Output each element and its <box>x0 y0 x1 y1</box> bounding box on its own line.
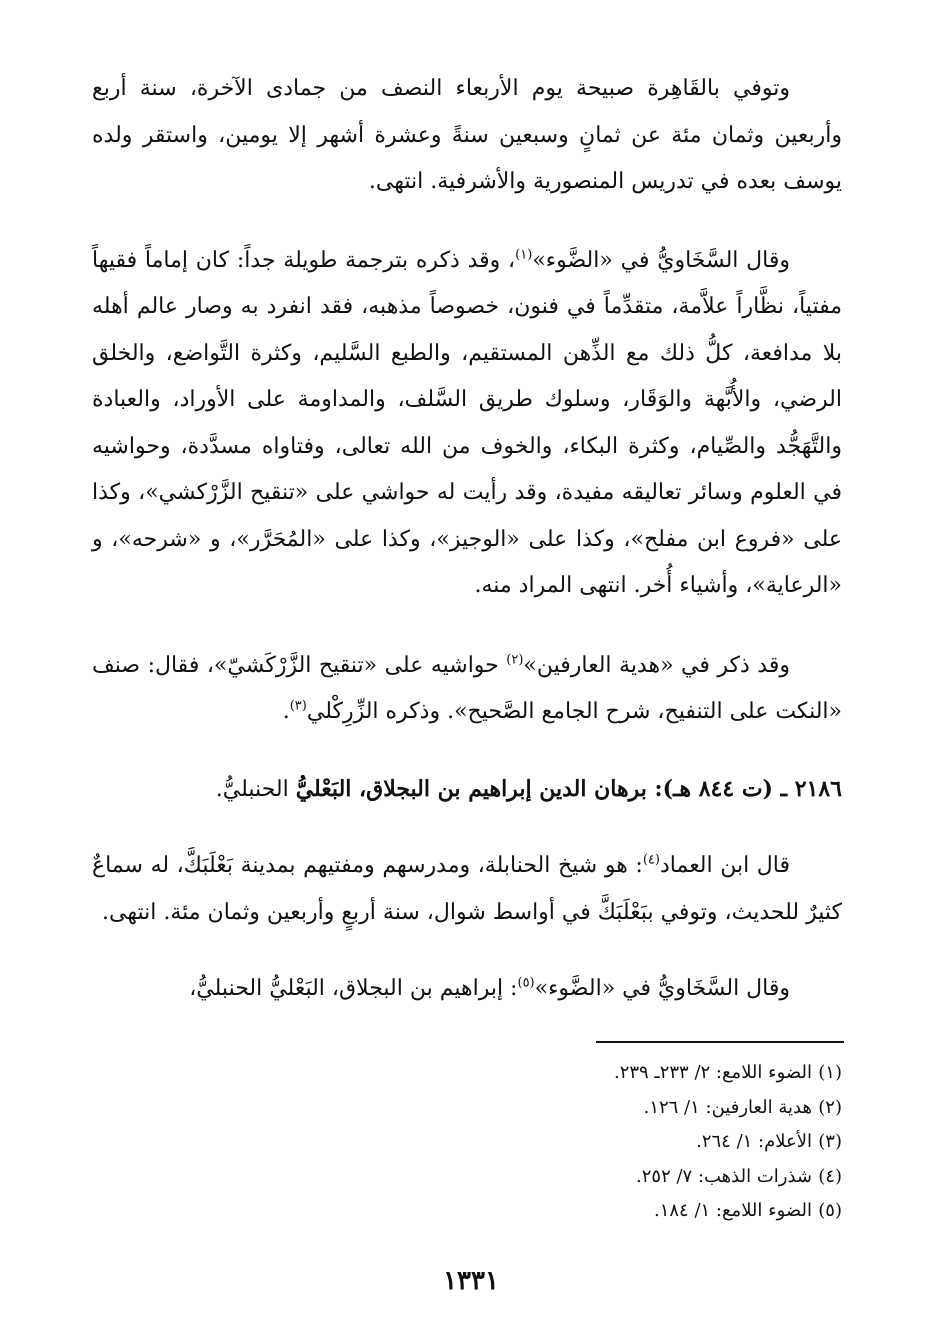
footnote-marker-5[interactable]: (٥) <box>517 975 535 991</box>
paragraph-hadiyat-arifin <box>92 643 842 736</box>
footnote-marker-3[interactable]: (٣) <box>289 698 307 714</box>
footnote-number: (٥) <box>818 1200 842 1221</box>
footnote-item <box>342 1056 842 1091</box>
footnote-marker-2[interactable]: (٢) <box>506 652 524 668</box>
entry-heading-2186 <box>92 766 842 814</box>
paragraph-ibn-imad <box>92 843 842 936</box>
footnote-number: (١) <box>818 1062 842 1083</box>
paragraph-text: حواشيه على «تنقيح الزَّرْكَشيّ»، فقال: صنف «النكت على التنفيح، شرح الجامع الصَّحيح». وذكره الزِّرِكْلي <box>92 652 842 724</box>
paragraph-text: قال ابن العماد <box>659 853 790 878</box>
footnote-item <box>342 1194 842 1229</box>
footnote-number: (٤) <box>818 1165 842 1187</box>
paragraph-text: : إبراهيم بن البجلاق، البَعْليُّ الحنبليُّ، <box>189 976 518 1001</box>
footnote-text: هدية العارفين: ١/ ١٢٦. <box>643 1096 812 1118</box>
footnote-number: (٢) <box>818 1096 842 1118</box>
page-body <box>92 66 842 1013</box>
entry-title: ٢١٨٦ ـ (ت ٨٤٤ هـ): برهان الدين إبراهيم بن البجلاق، البَعْليُّ <box>295 775 842 802</box>
paragraph-text: وقال السَّخَاويُّ في «الضَّوء» <box>534 976 790 1001</box>
paragraph-text: وقد ذكر في «هدية العارفين» <box>523 652 790 678</box>
paragraph-text: وقال السَّخَاويُّ في «الضَّوء» <box>532 247 791 273</box>
paragraph-text: . <box>282 699 290 724</box>
paragraph-death-notice <box>92 66 842 206</box>
footnote-item <box>342 1160 842 1195</box>
paragraph-sakhawi-second <box>92 966 842 1013</box>
footnotes-list <box>342 1056 842 1229</box>
footnote-item <box>342 1091 842 1126</box>
paragraph-text: وتوفي بالقَاهِرة صبيحة يوم الأربعاء النصف من جمادى الآخرة، سنة أربع وأربعين وثمان مئة عن ثمانٍ وسبعين سنةً وعشرة أشهر إلا يومين، واستقر ولده يوسف بعده في تدريس المنصورية والأشرفية. انتهى. <box>92 76 842 194</box>
footnote-number: (٣) <box>818 1131 842 1152</box>
footnote-item <box>342 1125 842 1160</box>
footnote-text: شذرات الذهب: ٧/ ٢٥٢. <box>636 1165 812 1187</box>
footnote-marker-4[interactable]: (٤) <box>642 852 660 868</box>
paragraph-text: ، وقد ذكره بترجمة طويلة جداً: كان إماماً فقيهاً مفتياً، نظَّاراً علاَّمة، متقدِّماً في فنون، خصوصاً مذهبه، فقد انفرد به وصار عالم أهله بلا مدافعة، كلُّ ذلك مع الذِّهن المستقيم، والطبع السَّليم، وكثرة التَّواضع، والخلق الرضي، والأُبَّهة والوَقَار، وسلوك طريق السَّلف، والمداومة على الأوراد، والعبادة والتَّهَجُّد والصِّيام، وكثرة البكاء، والخوف من الله تعالى، وفتاواه مسدَّدة، وحواشيه في العلوم وسائر تعاليقه مفيدة، وقد رأيت له حواشي على «تنقيح الزَّرْكشي»، وكذا على «فروع ابن مفلح»، وكذا على «الوجيز»، وكذا على «المُحَرَّر»، و «شرحه»، و «الرعاية»، وأشياء أُخر. انتهى المراد منه. <box>92 247 842 598</box>
footnote-marker-1[interactable]: (١) <box>515 247 533 263</box>
footnote-text: الأعلام: ١/ ٢٦٤. <box>696 1131 812 1152</box>
footnote-text: الضوء اللامع: ٢/ ٢٣٣ـ ٢٣٩. <box>613 1062 812 1083</box>
footnote-text: الضوء اللامع: ١/ ١٨٤. <box>653 1200 812 1221</box>
paragraph-sakhawi-quote <box>92 238 842 610</box>
footnote-separator <box>596 1041 844 1043</box>
page-number: ١٣٣١ <box>443 1266 499 1296</box>
paragraph-text: : هو شيخ الحنابلة، ومدرسهم ومفتيهم بمدينة بَعْلَبَكَّ، له سماعٌ كثيرٌ للحديث، وتوفي ببَعْلَبَكَّ في أواسط شوال، سنة أربعٍ وأربعين وثمان مئة. انتهى. <box>92 853 842 925</box>
entry-title-tail: الحنبليُّ. <box>215 776 296 802</box>
